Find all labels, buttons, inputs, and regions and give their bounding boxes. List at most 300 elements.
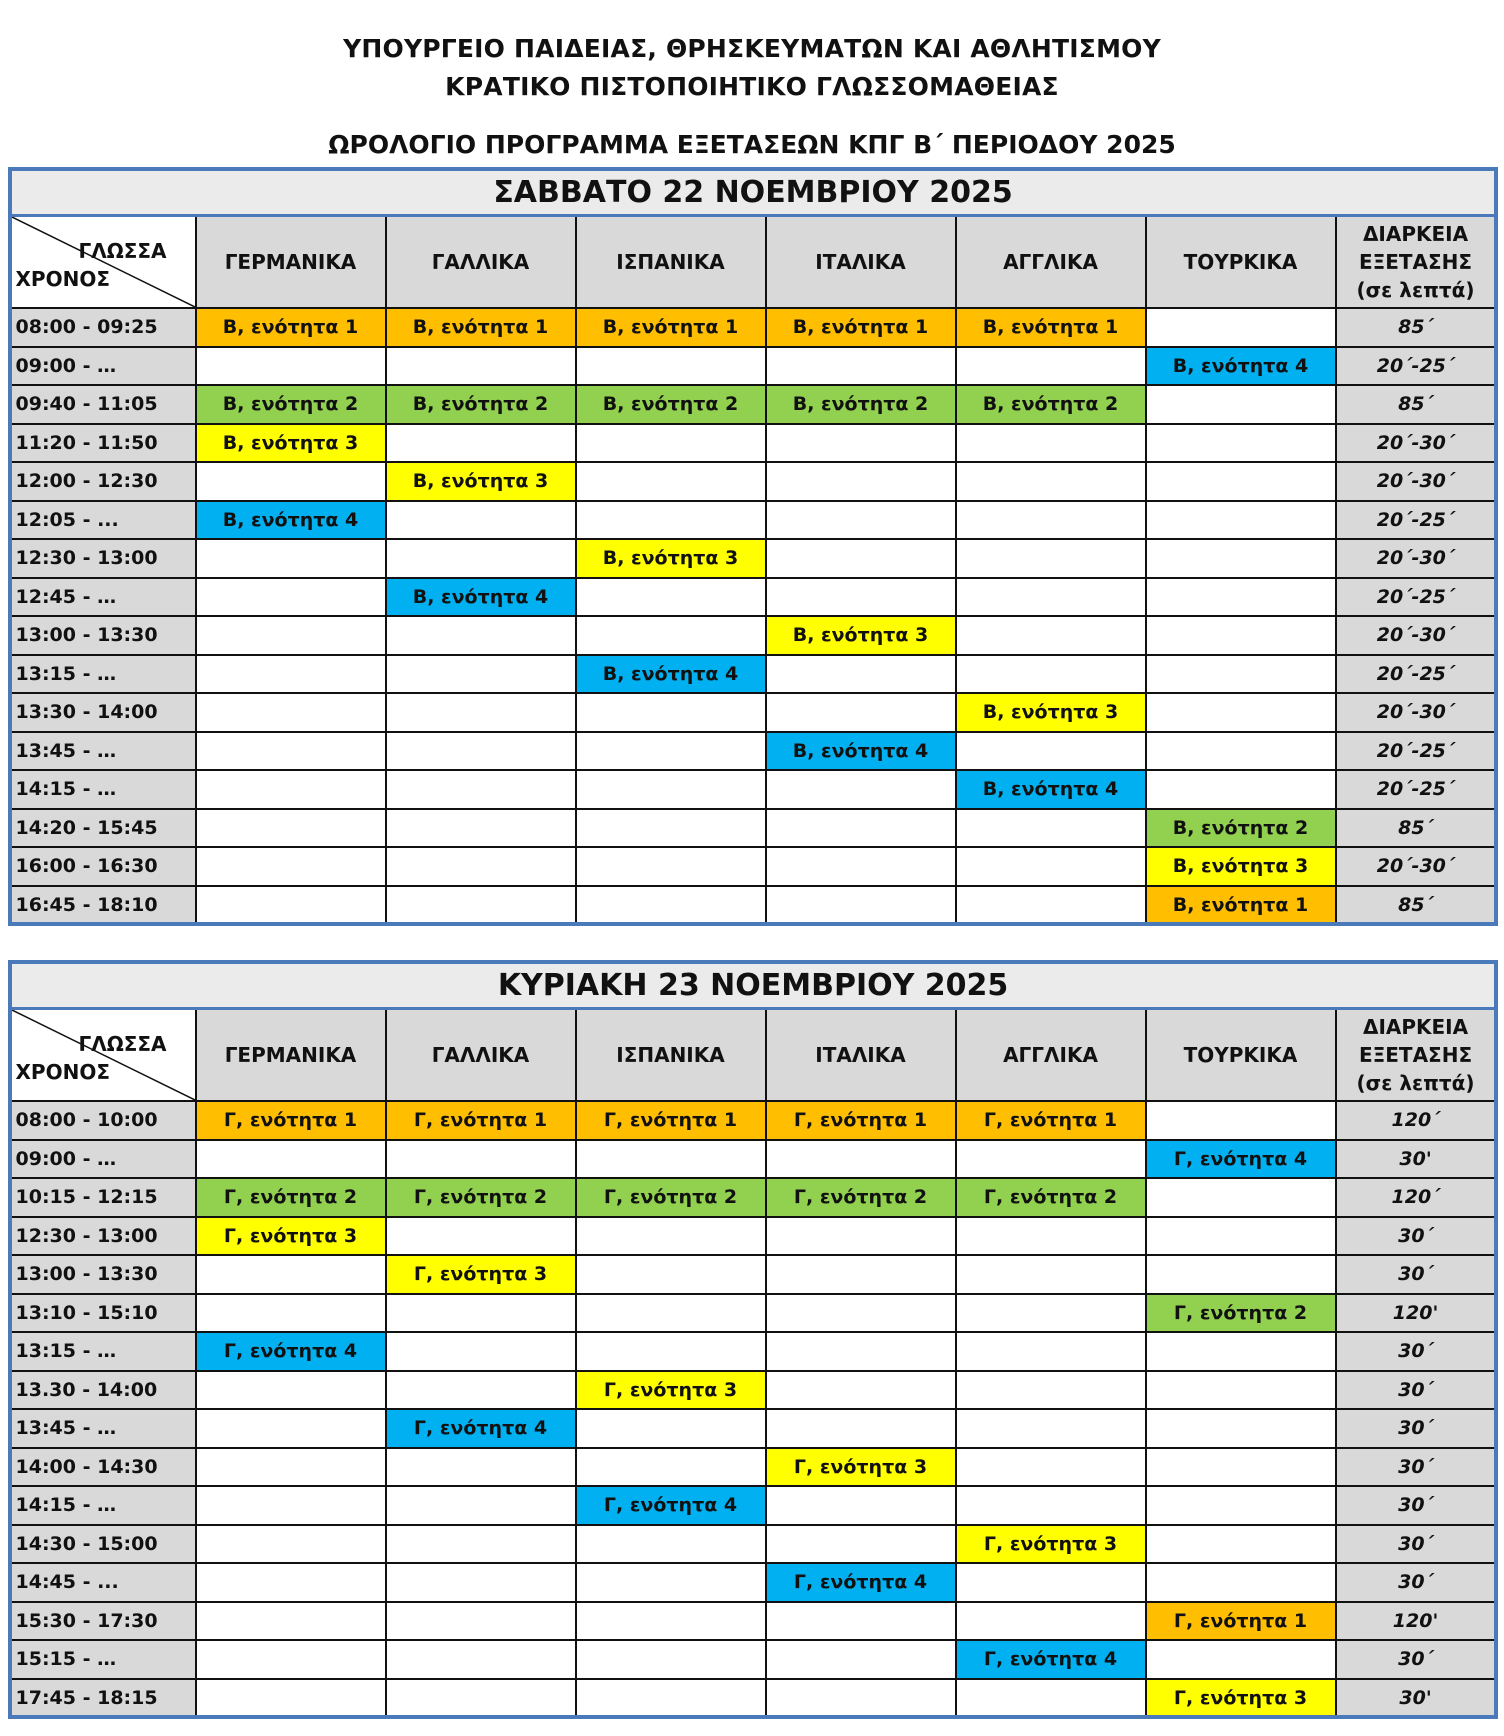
empty-cell xyxy=(386,1640,576,1679)
schedule-row xyxy=(11,347,1496,386)
time-slot: 11:20 - 11:50 xyxy=(11,424,196,463)
empty-cell xyxy=(576,424,766,463)
time-slot: 12:05 - ... xyxy=(11,501,196,540)
empty-cell xyxy=(386,1448,576,1487)
time-slot: 10:15 - 12:15 xyxy=(11,1178,196,1217)
exam-module-cell: Β, ενότητα 3 xyxy=(766,616,956,655)
schedule-row xyxy=(11,770,1496,809)
empty-cell xyxy=(386,1563,576,1602)
exam-module-cell: Β, ενότητα 2 xyxy=(386,385,576,424)
empty-cell xyxy=(956,1679,1146,1718)
duration-header-line: (σε λεπτά) xyxy=(1356,1071,1475,1095)
empty-cell xyxy=(196,1371,386,1410)
exam-duration: 120' xyxy=(1336,1602,1496,1641)
exam-module-cell: Β, ενότητα 1 xyxy=(576,308,766,347)
schedule-row xyxy=(11,1101,1496,1140)
empty-cell xyxy=(386,1679,576,1718)
exam-module-cell: Β, ενότητα 3 xyxy=(956,693,1146,732)
certificate-title: ΚΡΑΤΙΚΟ ΠΙΣΤΟΠΟΙΗΤΙΚΟ ΓΛΩΣΣΟΜΑΘΕΙΑΣ xyxy=(445,72,1059,101)
exam-duration: 30΄ xyxy=(1336,1217,1496,1256)
time-slot: 09:40 - 11:05 xyxy=(11,385,196,424)
empty-cell xyxy=(956,1409,1146,1448)
time-slot: 13:30 - 14:00 xyxy=(11,693,196,732)
empty-cell xyxy=(766,1217,956,1256)
empty-cell xyxy=(576,1602,766,1641)
empty-cell xyxy=(196,1525,386,1564)
empty-cell xyxy=(1146,770,1336,809)
exam-duration: 20΄-30΄ xyxy=(1336,424,1496,463)
exam-module-cell: Γ, ενότητα 1 xyxy=(956,1101,1146,1140)
empty-cell xyxy=(956,1602,1146,1641)
empty-cell xyxy=(956,501,1146,540)
empty-cell xyxy=(576,847,766,886)
time-slot: 09:00 - … xyxy=(11,1140,196,1179)
time-slot: 16:00 - 16:30 xyxy=(11,847,196,886)
schedule-row xyxy=(11,1294,1496,1333)
empty-cell xyxy=(766,809,956,848)
language-header-italian: ΙΤΑΛΙΚΑ xyxy=(766,1009,956,1102)
schedule-row xyxy=(11,385,1496,424)
empty-cell xyxy=(766,424,956,463)
corner-header xyxy=(11,216,196,309)
exam-module-cell: Γ, ενότητα 3 xyxy=(386,1255,576,1294)
empty-cell xyxy=(1146,1332,1336,1371)
empty-cell xyxy=(576,770,766,809)
empty-cell xyxy=(956,732,1146,771)
day-title: ΣΑΒΒΑΤΟ 22 ΝΟΕΜΒΡΙΟΥ 2025 xyxy=(11,170,1496,216)
schedule-row xyxy=(11,424,1496,463)
empty-cell xyxy=(956,462,1146,501)
exam-duration: 30΄ xyxy=(1336,1563,1496,1602)
exam-module-cell: Γ, ενότητα 2 xyxy=(386,1178,576,1217)
empty-cell xyxy=(1146,1448,1336,1487)
schedule-row xyxy=(11,1371,1496,1410)
exam-duration: 20΄-25΄ xyxy=(1336,732,1496,771)
schedule-row xyxy=(11,1217,1496,1256)
empty-cell xyxy=(196,616,386,655)
empty-cell xyxy=(766,1525,956,1564)
empty-cell xyxy=(386,847,576,886)
empty-cell xyxy=(576,1294,766,1333)
schedule-row xyxy=(11,308,1496,347)
empty-cell xyxy=(576,1255,766,1294)
empty-cell xyxy=(576,1140,766,1179)
exam-module-cell: Γ, ενότητα 2 xyxy=(766,1178,956,1217)
exam-module-cell: Β, ενότητα 3 xyxy=(576,539,766,578)
empty-cell xyxy=(1146,1486,1336,1525)
exam-duration: 85΄ xyxy=(1336,308,1496,347)
exam-module-cell: Β, ενότητα 4 xyxy=(386,578,576,617)
exam-module-cell: Γ, ενότητα 2 xyxy=(956,1178,1146,1217)
empty-cell xyxy=(766,1371,956,1410)
exam-duration: 85΄ xyxy=(1336,809,1496,848)
empty-cell xyxy=(196,1679,386,1718)
time-slot: 15:15 - … xyxy=(11,1640,196,1679)
exam-duration: 30΄ xyxy=(1336,1640,1496,1679)
exam-module-cell: Β, ενότητα 1 xyxy=(766,308,956,347)
exam-module-cell: Γ, ενότητα 1 xyxy=(576,1101,766,1140)
empty-cell xyxy=(196,1409,386,1448)
empty-cell xyxy=(576,1640,766,1679)
empty-cell xyxy=(956,616,1146,655)
empty-cell xyxy=(576,501,766,540)
exam-module-cell: Γ, ενότητα 2 xyxy=(1146,1294,1336,1333)
empty-cell xyxy=(766,578,956,617)
exam-module-cell: Γ, ενότητα 4 xyxy=(956,1640,1146,1679)
ministry-title: ΥΠΟΥΡΓΕΙΟ ΠΑΙΔΕΙΑΣ, ΘΡΗΣΚΕΥΜΑΤΩΝ ΚΑΙ ΑΘΛΗΤΙΣΜΟΥ xyxy=(343,34,1161,63)
empty-cell xyxy=(956,578,1146,617)
schedule-row xyxy=(11,655,1496,694)
empty-cell xyxy=(956,847,1146,886)
exam-module-cell: Β, ενότητα 2 xyxy=(1146,809,1336,848)
exam-module-cell: Β, ενότητα 4 xyxy=(576,655,766,694)
empty-cell xyxy=(956,809,1146,848)
time-slot: 14:15 - … xyxy=(11,1486,196,1525)
empty-cell xyxy=(386,655,576,694)
time-slot: 12:45 - … xyxy=(11,578,196,617)
empty-cell xyxy=(386,693,576,732)
schedule-row xyxy=(11,1525,1496,1564)
exam-module-cell: Γ, ενότητα 2 xyxy=(576,1178,766,1217)
time-slot: 13:15 - … xyxy=(11,1332,196,1371)
empty-cell xyxy=(766,1332,956,1371)
exam-module-cell: Β, ενότητα 4 xyxy=(956,770,1146,809)
schedule-row xyxy=(11,732,1496,771)
corner-language-label: ΓΛΩΣΣΑ xyxy=(78,1032,167,1056)
empty-cell xyxy=(576,1563,766,1602)
exam-duration: 20΄-25΄ xyxy=(1336,347,1496,386)
exam-module-cell: Β, ενότητα 1 xyxy=(386,308,576,347)
time-slot: 14:20 - 15:45 xyxy=(11,809,196,848)
exam-module-cell: Β, ενότητα 3 xyxy=(1146,847,1336,886)
empty-cell xyxy=(196,1448,386,1487)
empty-cell xyxy=(576,886,766,925)
empty-cell xyxy=(956,1486,1146,1525)
empty-cell xyxy=(386,1602,576,1641)
empty-cell xyxy=(766,1679,956,1718)
empty-cell xyxy=(1146,1217,1336,1256)
empty-cell xyxy=(196,693,386,732)
empty-cell xyxy=(576,809,766,848)
language-header-german: ΓΕΡΜΑΝΙΚΑ xyxy=(196,216,386,309)
schedule-row xyxy=(11,1679,1496,1718)
exam-duration: 30' xyxy=(1336,1679,1496,1718)
schedule-row xyxy=(11,1140,1496,1179)
exam-duration: 20΄-25΄ xyxy=(1336,655,1496,694)
exam-duration: 30΄ xyxy=(1336,1332,1496,1371)
empty-cell xyxy=(1146,655,1336,694)
time-slot: 13:10 - 15:10 xyxy=(11,1294,196,1333)
time-slot: 14:45 - ... xyxy=(11,1563,196,1602)
schedule-row xyxy=(11,1255,1496,1294)
exam-module-cell: Γ, ενότητα 4 xyxy=(1146,1140,1336,1179)
exam-duration: 85΄ xyxy=(1336,886,1496,925)
empty-cell xyxy=(1146,1563,1336,1602)
exam-module-cell: Β, ενότητα 4 xyxy=(1146,347,1336,386)
schedule-row xyxy=(11,1448,1496,1487)
empty-cell xyxy=(956,886,1146,925)
exam-duration: 20΄-30΄ xyxy=(1336,616,1496,655)
schedule-row xyxy=(11,1178,1496,1217)
empty-cell xyxy=(766,1409,956,1448)
exam-duration: 30΄ xyxy=(1336,1486,1496,1525)
day-title: ΚΥΡΙΑΚΗ 23 ΝΟΕΜΒΡΙΟΥ 2025 xyxy=(11,963,1496,1009)
exam-module-cell: Β, ενότητα 2 xyxy=(956,385,1146,424)
corner-language-label: ΓΛΩΣΣΑ xyxy=(78,239,167,263)
exam-duration: 30΄ xyxy=(1336,1255,1496,1294)
language-header-german: ΓΕΡΜΑΝΙΚΑ xyxy=(196,1009,386,1102)
exam-module-cell: Β, ενότητα 2 xyxy=(576,385,766,424)
duration-header-line: ΕΞΕΤΑΣΗΣ xyxy=(1358,1043,1473,1067)
language-header-french: ΓΑΛΛΙΚΑ xyxy=(386,1009,576,1102)
time-slot: 12:30 - 13:00 xyxy=(11,539,196,578)
exam-duration: 30' xyxy=(1336,1140,1496,1179)
empty-cell xyxy=(386,539,576,578)
language-header-turkish: ΤΟΥΡΚΙΚΑ xyxy=(1146,216,1336,309)
exam-module-cell: Γ, ενότητα 4 xyxy=(196,1332,386,1371)
empty-cell xyxy=(196,462,386,501)
empty-cell xyxy=(196,809,386,848)
time-slot: 13:45 - … xyxy=(11,732,196,771)
empty-cell xyxy=(196,1294,386,1333)
exam-duration: 20΄-25΄ xyxy=(1336,578,1496,617)
time-slot: 08:00 - 10:00 xyxy=(11,1101,196,1140)
exam-module-cell: Γ, ενότητα 3 xyxy=(196,1217,386,1256)
empty-cell xyxy=(386,732,576,771)
empty-cell xyxy=(956,1255,1146,1294)
exam-module-cell: Γ, ενότητα 2 xyxy=(196,1178,386,1217)
empty-cell xyxy=(196,732,386,771)
exam-duration: 120΄ xyxy=(1336,1178,1496,1217)
exam-module-cell: Β, ενότητα 3 xyxy=(386,462,576,501)
language-header-english: ΑΓΓΛΙΚΑ xyxy=(956,1009,1146,1102)
empty-cell xyxy=(576,616,766,655)
empty-cell xyxy=(766,1294,956,1333)
time-slot: 13:15 - … xyxy=(11,655,196,694)
empty-cell xyxy=(766,501,956,540)
schedule-row xyxy=(11,616,1496,655)
duration-header-line: ΔΙΑΡΚΕΙΑ xyxy=(1362,222,1469,246)
empty-cell xyxy=(766,1140,956,1179)
exam-module-cell: Β, ενότητα 4 xyxy=(766,732,956,771)
empty-cell xyxy=(196,539,386,578)
exam-module-cell: Γ, ενότητα 3 xyxy=(576,1371,766,1410)
exam-module-cell: Β, ενότητα 3 xyxy=(196,424,386,463)
schedule-row xyxy=(11,1486,1496,1525)
schedule-row xyxy=(11,578,1496,617)
empty-cell xyxy=(196,347,386,386)
empty-cell xyxy=(956,1448,1146,1487)
empty-cell xyxy=(766,886,956,925)
empty-cell xyxy=(196,1563,386,1602)
time-slot: 13:00 - 13:30 xyxy=(11,616,196,655)
empty-cell xyxy=(956,1294,1146,1333)
empty-cell xyxy=(576,1332,766,1371)
exam-module-cell: Γ, ενότητα 3 xyxy=(766,1448,956,1487)
empty-cell xyxy=(1146,385,1336,424)
empty-cell xyxy=(576,462,766,501)
empty-cell xyxy=(956,1217,1146,1256)
time-slot: 13:45 - … xyxy=(11,1409,196,1448)
schedule-row xyxy=(11,1563,1496,1602)
time-slot: 14:15 - … xyxy=(11,770,196,809)
schedule-row xyxy=(11,1332,1496,1371)
schedule-row xyxy=(11,1602,1496,1641)
empty-cell xyxy=(386,616,576,655)
empty-cell xyxy=(956,539,1146,578)
schedule-row xyxy=(11,501,1496,540)
exam-duration: 20΄-30΄ xyxy=(1336,539,1496,578)
empty-cell xyxy=(386,809,576,848)
language-header-english: ΑΓΓΛΙΚΑ xyxy=(956,216,1146,309)
language-header-french: ΓΑΛΛΙΚΑ xyxy=(386,216,576,309)
empty-cell xyxy=(386,1217,576,1256)
empty-cell xyxy=(1146,732,1336,771)
empty-cell xyxy=(576,347,766,386)
language-header-spanish: ΙΣΠΑΝΙΚΑ xyxy=(576,216,766,309)
exam-duration: 20΄-30΄ xyxy=(1336,847,1496,886)
empty-cell xyxy=(196,1140,386,1179)
schedule-row xyxy=(11,886,1496,925)
empty-cell xyxy=(956,655,1146,694)
exam-duration: 20΄-25΄ xyxy=(1336,770,1496,809)
schedule-row xyxy=(11,809,1496,848)
empty-cell xyxy=(766,847,956,886)
time-slot: 14:00 - 14:30 xyxy=(11,1448,196,1487)
corner-time-label: ΧΡΟΝΟΣ xyxy=(15,1060,110,1084)
empty-cell xyxy=(1146,501,1336,540)
exam-duration: 20΄-25΄ xyxy=(1336,501,1496,540)
empty-cell xyxy=(386,770,576,809)
empty-cell xyxy=(196,770,386,809)
empty-cell xyxy=(766,539,956,578)
empty-cell xyxy=(386,501,576,540)
exam-module-cell: Γ, ενότητα 1 xyxy=(196,1101,386,1140)
time-slot: 08:00 - 09:25 xyxy=(11,308,196,347)
empty-cell xyxy=(1146,616,1336,655)
empty-cell xyxy=(1146,1525,1336,1564)
document-header xyxy=(0,30,1504,164)
empty-cell xyxy=(576,1409,766,1448)
exam-duration: 30΄ xyxy=(1336,1371,1496,1410)
empty-cell xyxy=(196,1640,386,1679)
exam-duration: 30΄ xyxy=(1336,1525,1496,1564)
duration-header xyxy=(1336,216,1496,309)
empty-cell xyxy=(1146,539,1336,578)
empty-cell xyxy=(1146,424,1336,463)
empty-cell xyxy=(766,462,956,501)
empty-cell xyxy=(956,1371,1146,1410)
exam-duration: 20΄-30΄ xyxy=(1336,693,1496,732)
empty-cell xyxy=(1146,1371,1336,1410)
empty-cell xyxy=(766,693,956,732)
empty-cell xyxy=(386,1371,576,1410)
exam-module-cell: Β, ενότητα 2 xyxy=(196,385,386,424)
empty-cell xyxy=(1146,1178,1336,1217)
empty-cell xyxy=(1146,693,1336,732)
exam-module-cell: Γ, ενότητα 3 xyxy=(956,1525,1146,1564)
empty-cell xyxy=(766,1255,956,1294)
empty-cell xyxy=(576,1217,766,1256)
exam-duration: 120΄ xyxy=(1336,1101,1496,1140)
empty-cell xyxy=(1146,1409,1336,1448)
empty-cell xyxy=(1146,578,1336,617)
empty-cell xyxy=(766,655,956,694)
exam-module-cell: Γ, ενότητα 1 xyxy=(1146,1602,1336,1641)
schedule-table-saturday xyxy=(9,168,1497,925)
schedule-table-sunday xyxy=(9,961,1497,1718)
exam-module-cell: Β, ενότητα 2 xyxy=(766,385,956,424)
empty-cell xyxy=(386,1140,576,1179)
time-slot: 17:45 - 18:15 xyxy=(11,1679,196,1718)
exam-module-cell: Β, ενότητα 1 xyxy=(196,308,386,347)
empty-cell xyxy=(196,655,386,694)
corner-time-label: ΧΡΟΝΟΣ xyxy=(15,267,110,291)
time-slot: 15:30 - 17:30 xyxy=(11,1602,196,1641)
empty-cell xyxy=(386,1294,576,1333)
corner-header xyxy=(11,1009,196,1102)
empty-cell xyxy=(386,1332,576,1371)
empty-cell xyxy=(766,1640,956,1679)
schedule-row xyxy=(11,693,1496,732)
empty-cell xyxy=(766,1602,956,1641)
empty-cell xyxy=(1146,1640,1336,1679)
language-header-italian: ΙΤΑΛΙΚΑ xyxy=(766,216,956,309)
schedule-row xyxy=(11,847,1496,886)
empty-cell xyxy=(1146,1255,1336,1294)
time-slot: 12:30 - 13:00 xyxy=(11,1217,196,1256)
time-slot: 13.30 - 14:00 xyxy=(11,1371,196,1410)
language-header-turkish: ΤΟΥΡΚΙΚΑ xyxy=(1146,1009,1336,1102)
empty-cell xyxy=(956,1140,1146,1179)
empty-cell xyxy=(196,1486,386,1525)
time-slot: 16:45 - 18:10 xyxy=(11,886,196,925)
exam-duration: 20΄-30΄ xyxy=(1336,462,1496,501)
language-header-spanish: ΙΣΠΑΝΙΚΑ xyxy=(576,1009,766,1102)
schedule-row xyxy=(11,1409,1496,1448)
exam-duration: 30΄ xyxy=(1336,1409,1496,1448)
empty-cell xyxy=(576,1679,766,1718)
schedule-row xyxy=(11,539,1496,578)
empty-cell xyxy=(766,347,956,386)
duration-header xyxy=(1336,1009,1496,1102)
exam-module-cell: Β, ενότητα 1 xyxy=(956,308,1146,347)
exam-module-cell: Γ, ενότητα 3 xyxy=(1146,1679,1336,1718)
exam-module-cell: Γ, ενότητα 4 xyxy=(576,1486,766,1525)
time-slot: 14:30 - 15:00 xyxy=(11,1525,196,1564)
time-slot: 09:00 - … xyxy=(11,347,196,386)
empty-cell xyxy=(196,886,386,925)
duration-header-line: (σε λεπτά) xyxy=(1356,278,1475,302)
empty-cell xyxy=(196,1255,386,1294)
schedule-row xyxy=(11,1640,1496,1679)
empty-cell xyxy=(956,424,1146,463)
empty-cell xyxy=(1146,308,1336,347)
exam-duration: 30΄ xyxy=(1336,1448,1496,1487)
program-title: ΩΡΟΛΟΓΙΟ ΠΡΟΓΡΑΜΜΑ ΕΞΕΤΑΣΕΩΝ ΚΠΓ Β΄ ΠΕΡΙΟΔΟΥ 2025 xyxy=(328,130,1176,159)
exam-module-cell: Β, ενότητα 4 xyxy=(196,501,386,540)
exam-module-cell: Γ, ενότητα 4 xyxy=(386,1409,576,1448)
empty-cell xyxy=(576,693,766,732)
empty-cell xyxy=(196,578,386,617)
empty-cell xyxy=(576,732,766,771)
exam-module-cell: Γ, ενότητα 1 xyxy=(766,1101,956,1140)
empty-cell xyxy=(576,578,766,617)
empty-cell xyxy=(1146,462,1336,501)
duration-header-line: ΔΙΑΡΚΕΙΑ xyxy=(1362,1015,1469,1039)
time-slot: 12:00 - 12:30 xyxy=(11,462,196,501)
exam-duration: 120' xyxy=(1336,1294,1496,1333)
